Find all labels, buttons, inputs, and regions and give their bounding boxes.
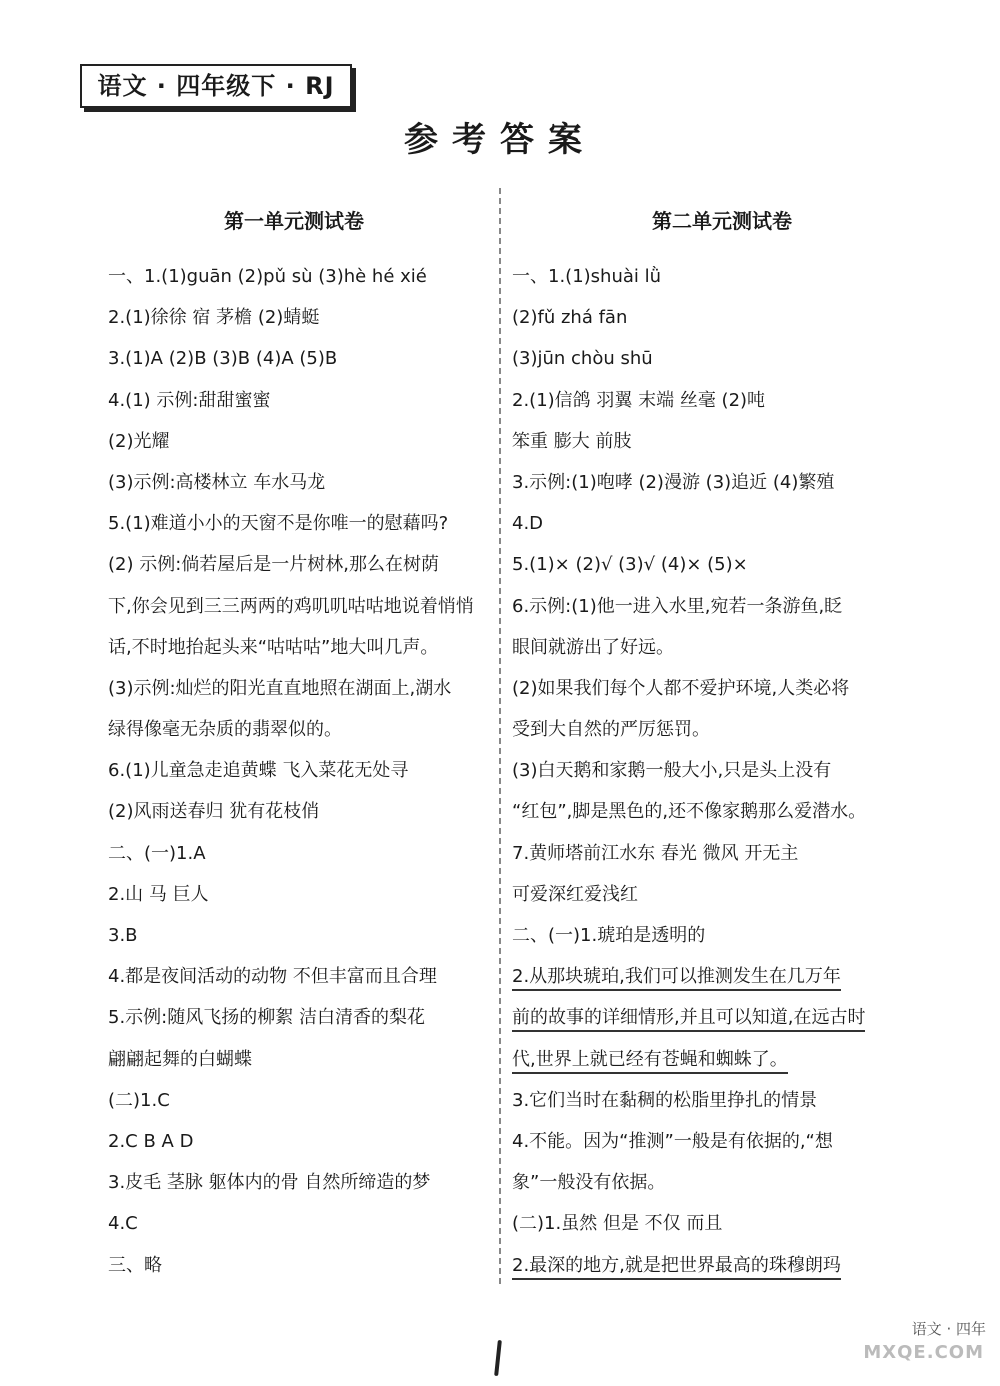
answer-line: [512, 791, 932, 832]
answer-text: 笨重 膨大 前肢: [512, 430, 632, 452]
subject-grade-tag: 语文 · 四年级下 · RJ: [80, 64, 352, 108]
answer-line: [512, 668, 932, 709]
answer-line: [108, 1162, 480, 1203]
answer-text: 前的故事的详细情形,并且可以知道,在远古时: [512, 1007, 865, 1032]
answer-line: [108, 256, 480, 297]
answer-line: [512, 1039, 932, 1080]
answer-line: [512, 1080, 932, 1121]
answer-text: 4.C: [108, 1213, 138, 1235]
answer-text: 绿得像毫无杂质的翡翠似的。: [108, 719, 342, 741]
answer-line: [108, 915, 480, 956]
unit-one-column: [108, 200, 480, 1286]
answer-text: 2.最深的地方,就是把世界最高的珠穆朗玛: [512, 1255, 841, 1280]
answer-text: 一、1.(1)guān (2)pǔ sù (3)hè hé xié: [108, 266, 427, 287]
answer-text: 2.山 马 巨人: [108, 883, 209, 905]
answer-line: [512, 1245, 932, 1286]
answer-text: 受到大自然的严厉惩罚。: [512, 719, 710, 741]
answer-text: 2.C B A D: [108, 1130, 194, 1152]
unit-two-column: [512, 200, 932, 1286]
answer-line: [512, 338, 932, 379]
answer-text: 可爱深红爱浅红: [512, 883, 638, 905]
answer-line: [108, 1080, 480, 1121]
answer-line: [108, 1121, 480, 1162]
answer-line: [108, 462, 480, 503]
answer-line: [512, 380, 932, 421]
answer-line: [512, 956, 932, 997]
page-footer-mark: 语文 · 四年: [911, 1320, 986, 1338]
answer-text: (3)示例:高楼林立 车水马龙: [108, 471, 326, 493]
answer-text: 3.它们当时在黏稠的松脂里挣扎的情景: [512, 1089, 818, 1111]
answer-text: 象”一般没有依据。: [512, 1172, 666, 1194]
answer-text: 二、(一)1.A: [108, 842, 206, 864]
unit-one-heading: 第一单元测试卷: [224, 209, 364, 233]
answer-text: 3.(1)A (2)B (3)B (4)A (5)B: [108, 348, 338, 370]
answer-line: [512, 1203, 932, 1244]
answer-text: 二、(一)1.琥珀是透明的: [512, 925, 706, 946]
answer-line: [512, 997, 932, 1038]
answer-text: 翩翩起舞的白蝴蝶: [108, 1048, 252, 1070]
answer-text: 5.示例:随风飞扬的柳絮 洁白清香的梨花: [108, 1007, 425, 1029]
answer-text: 3.皮毛 茎脉 躯体内的骨 自然所缔造的梦: [108, 1172, 431, 1194]
answer-line: [512, 297, 932, 338]
answer-line: [512, 915, 932, 956]
answer-text: (2) 示例:倘若屋后是一片树林,那么在树荫: [108, 554, 440, 576]
answer-line: [512, 544, 932, 585]
answer-text: 3.示例:(1)咆哮 (2)漫游 (3)追近 (4)繁殖: [512, 471, 835, 493]
watermark: MXQE.COM: [863, 1342, 984, 1363]
answer-line: [108, 709, 480, 750]
answer-line: [108, 750, 480, 791]
unit-one-answers: [108, 256, 480, 1286]
answer-line: [108, 1203, 480, 1244]
answer-text: 2.从那块琥珀,我们可以推测发生在几万年: [512, 966, 841, 991]
column-divider: [499, 188, 501, 1284]
answer-line: [108, 338, 480, 379]
answer-line: [108, 791, 480, 832]
answer-line: [108, 874, 480, 915]
answer-text: “红包”,脚是黑色的,还不像家鹅那么爱潜水。: [512, 801, 867, 823]
answer-text: 话,不时地抬起头来“咕咕咕”地大叫几声。: [108, 636, 439, 658]
pen-stroke: [494, 1340, 502, 1376]
answer-text: (3)jūn chòu shū: [512, 348, 653, 370]
page-title: 参考答案: [404, 120, 596, 160]
answer-line: [512, 833, 932, 874]
answer-line: [108, 297, 480, 338]
answer-text: 代,世界上就已经有苍蝇和蜘蛛了。: [512, 1049, 788, 1074]
answer-line: [108, 421, 480, 462]
answer-text: 2.(1)徐徐 宿 茅檐 (2)蜻蜓: [108, 307, 320, 329]
answer-line: [108, 997, 480, 1038]
answer-line: [108, 833, 480, 874]
answer-line: [512, 750, 932, 791]
answer-line: [512, 421, 932, 462]
answer-text: 眼间就游出了好远。: [512, 636, 674, 658]
answer-line: [108, 627, 480, 668]
answer-text: (3)白天鹅和家鹅一般大小,只是头上没有: [512, 760, 832, 782]
answer-text: 5.(1)难道小小的天窗不是你唯一的慰藉吗?: [108, 513, 449, 535]
answer-text: 5.(1)× (2)√ (3)√ (4)× (5)×: [512, 554, 748, 576]
answer-line: [512, 874, 932, 915]
answer-line: [512, 709, 932, 750]
answer-text: 4.都是夜间活动的动物 不但丰富而且合理: [108, 966, 437, 988]
answer-text: 4.(1) 示例:甜甜蜜蜜: [108, 389, 271, 411]
answer-text: (二)1.C: [108, 1089, 170, 1111]
answer-line: [512, 1121, 932, 1162]
answer-text: 6.示例:(1)他一进入水里,宛若一条游鱼,眨: [512, 595, 843, 617]
answer-line: [512, 627, 932, 668]
answer-text: 3.B: [108, 925, 138, 946]
answer-line: [108, 380, 480, 421]
answer-line: [512, 586, 932, 627]
answer-line: [108, 586, 480, 627]
unit-two-heading: 第二单元测试卷: [652, 209, 792, 233]
answer-line: [108, 503, 480, 544]
answer-text: 三、略: [108, 1254, 162, 1276]
answer-line: [512, 503, 932, 544]
answer-line: [108, 544, 480, 585]
answer-text: 下,你会见到三三两两的鸡叽叽咕咕地说着悄悄: [108, 595, 474, 617]
answer-text: 4.不能。因为“推测”一般是有依据的,“想: [512, 1130, 833, 1152]
answer-line: [512, 462, 932, 503]
unit-two-answers: [512, 256, 932, 1286]
answer-text: (3)示例:灿烂的阳光直直地照在湖面上,湖水: [108, 677, 452, 699]
answer-text: (2)如果我们每个人都不爱护环境,人类必将: [512, 677, 850, 699]
answer-text: 2.(1)信鸽 羽翼 末端 丝毫 (2)吨: [512, 389, 766, 411]
answer-text: (2)fǔ zhá fān: [512, 307, 628, 329]
answer-text: (2)光耀: [108, 430, 170, 452]
answer-text: 7.黄师塔前江水东 春光 微风 开无主: [512, 842, 799, 864]
answer-line: [512, 256, 932, 297]
answer-line: [108, 1245, 480, 1286]
answer-text: 6.(1)儿童急走追黄蝶 飞入菜花无处寻: [108, 760, 409, 782]
answer-text: 一、1.(1)shuài lǜ: [512, 266, 662, 287]
answer-line: [108, 1039, 480, 1080]
answer-text: 4.D: [512, 513, 544, 535]
answer-line: [108, 668, 480, 709]
answer-text: (2)风雨送春归 犹有花枝俏: [108, 801, 320, 823]
answer-line: [512, 1162, 932, 1203]
answer-text: (二)1.虽然 但是 不仅 而且: [512, 1213, 723, 1235]
answer-line: [108, 956, 480, 997]
